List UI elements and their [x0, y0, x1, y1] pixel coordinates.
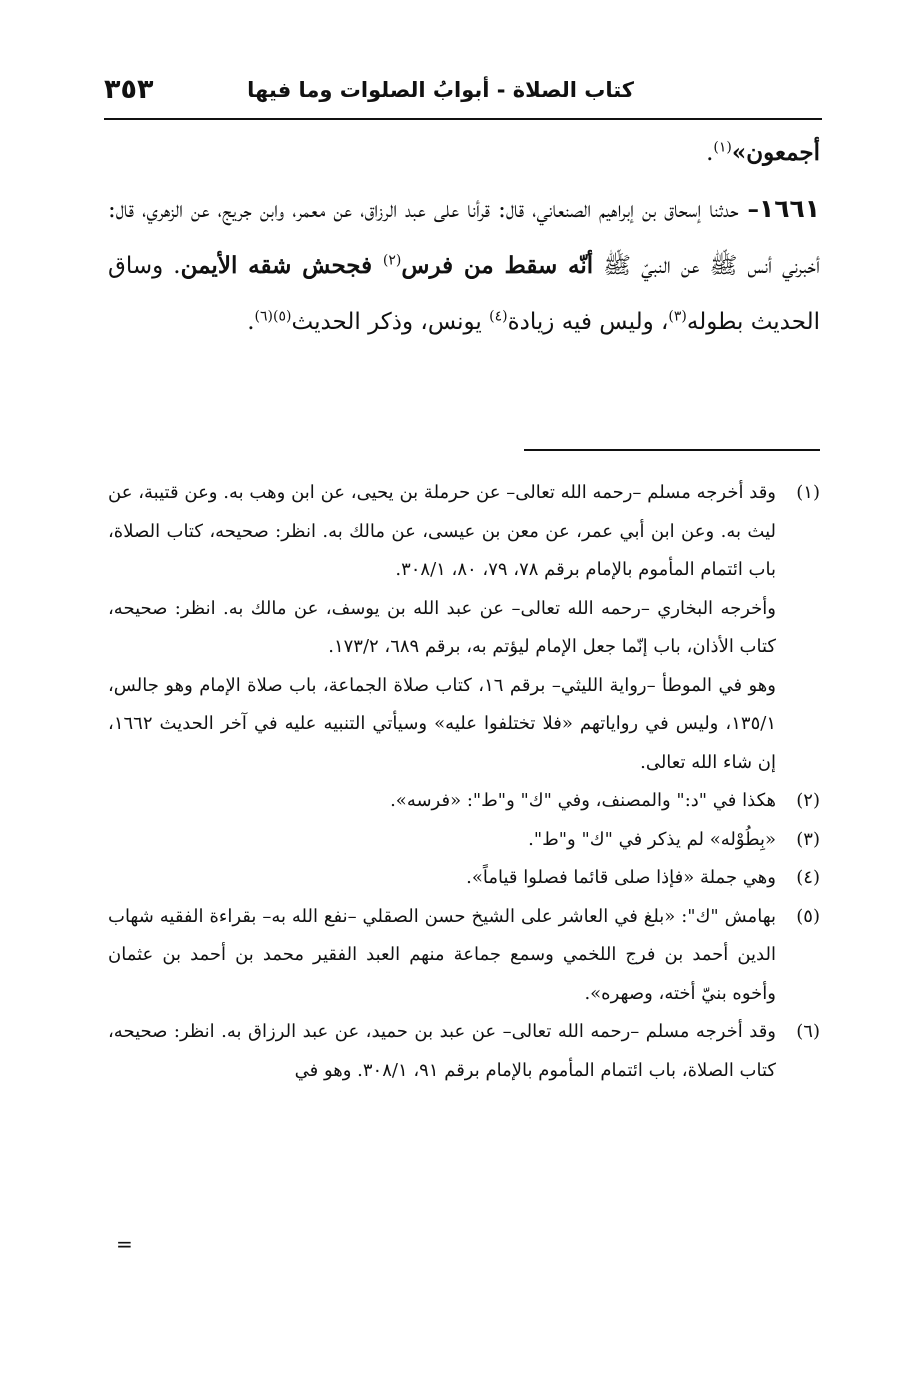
footnote-label: (٣) — [796, 828, 820, 850]
footnote-label: (٥) — [796, 905, 820, 927]
footnote-label: (١) — [796, 482, 820, 503]
footnote-paragraph: وهي جملة «فإذا صلى قائما فصلوا قياماً». — [466, 867, 776, 888]
footnote-ref: (٤) — [489, 308, 508, 325]
hadith-text: يونس، وذكر الحديث — [291, 309, 490, 335]
footnote-paragraph: «بِطُوْله» لم يذكر في "ك" و"ط". — [528, 828, 776, 850]
footnote-separator — [524, 449, 820, 451]
main-text — [108, 125, 820, 350]
header-rule — [104, 118, 822, 120]
footnote-3 — [108, 821, 820, 860]
hadith-text: ، وليس فيه زيادة — [507, 309, 669, 335]
hadith-text: حدثنا إسحاق بن إبراهيم الصنعاني، قال: قرأنا على عبد الرزاق، عن معمر، وابن جريج، عن الزهري، قال: أخبرني أنس ﷺ عن النبيّ ﷺ — [108, 197, 820, 279]
ending-word: أجمعون» — [731, 139, 820, 166]
hadith-paragraph — [108, 181, 820, 350]
footnote-5 — [108, 898, 820, 1014]
previous-hadith-ending — [108, 125, 820, 181]
footnote-4 — [108, 859, 820, 898]
footnote-label: (٦) — [796, 1021, 820, 1042]
footnote-label: (٤) — [796, 867, 820, 888]
period: . — [247, 309, 255, 335]
footnote-ref: (٢) — [382, 252, 402, 269]
footnote-2 — [108, 782, 820, 821]
page-header — [104, 72, 824, 116]
running-title: كتاب الصلاة - أبوابُ الصلوات وما فيها — [247, 78, 634, 102]
footnotes — [108, 474, 820, 1090]
hadith-text: . وساق الحديث بطوله — [108, 253, 820, 335]
footnote-label: (٢) — [796, 790, 820, 811]
footnote-paragraph: هكذا في "د:" والمصنف، وفي "ك" و"ط": «فرسه». — [390, 790, 776, 811]
hadith-number: ١٦٦١ — [758, 194, 820, 223]
hadith-matn-bold: فجحش شقه الأيمن — [180, 252, 383, 279]
footnote-1 — [108, 474, 820, 782]
period: . — [706, 140, 714, 166]
footnote-paragraph: وقد أخرجه مسلم –رحمه الله تعالى– عن حرملة بن يحيى، عن ابن وهب به. وعن قتيبة، عن ليث به. وعن ابن أبي عمر، عن معن بن عيسى، عن مالك به. انظر: صحيحه، كتاب الصلاة، باب ائتمام المأموم بالإمام برقم ٧٨، ٧٩، ٨٠، ٣٠٨/١. — [108, 482, 776, 580]
hadith-matn-bold: أنّه سقط من فرس — [401, 252, 594, 279]
footnote-paragraph: بهامش "ك": «بلغ في العاشر على الشيخ حسن الصقلي –نفع الله به– بقراءة الفقيه شهاب الدين أحمد بن فرج اللخمي وسمع جماعة منهم العبد الفقير محمد بن أحمد بن عثمان وأخوه بنيّ أخته، وصهره». — [108, 905, 776, 1004]
footnote-paragraph: وأخرجه البخاري –رحمه الله تعالى– عن عبد الله بن يوسف، عن مالك به. انظر: صحيحه، كتاب الأذان، باب إنّما جعل الإمام ليؤتم به، برقم ٦٨٩، ١٧٣/٢. — [108, 597, 776, 657]
continuation-mark: = — [116, 1232, 133, 1256]
footnote-ref: (٣) — [668, 308, 687, 325]
footnote-paragraph: وقد أخرجه مسلم –رحمه الله تعالى– عن عبد بن حميد، عن عبد الرزاق به. انظر: صحيحه، كتاب الصلاة، باب ائتمام المأموم بالإمام برقم ٩١، ٣٠٨/١. وهو في — [108, 1021, 776, 1081]
footnote-ref: (٥)(٦) — [254, 308, 292, 325]
footnote-6 — [108, 1013, 820, 1090]
page-number: ٣٥٣ — [104, 74, 154, 105]
hadith-dash: – — [738, 196, 759, 223]
footnote-paragraph: وهو في الموطأ –رواية الليثي– برقم ١٦، كتاب صلاة الجماعة، باب صلاة الإمام وهو جالس، ١٣٥/١، وليس في رواياتهم «فلا تختلفوا عليه» وسيأتي التنبيه عليه في آخر الحديث ١٦٦٢، إن شاء الله تعالى. — [108, 674, 776, 773]
footnote-ref: (١) — [713, 139, 732, 156]
